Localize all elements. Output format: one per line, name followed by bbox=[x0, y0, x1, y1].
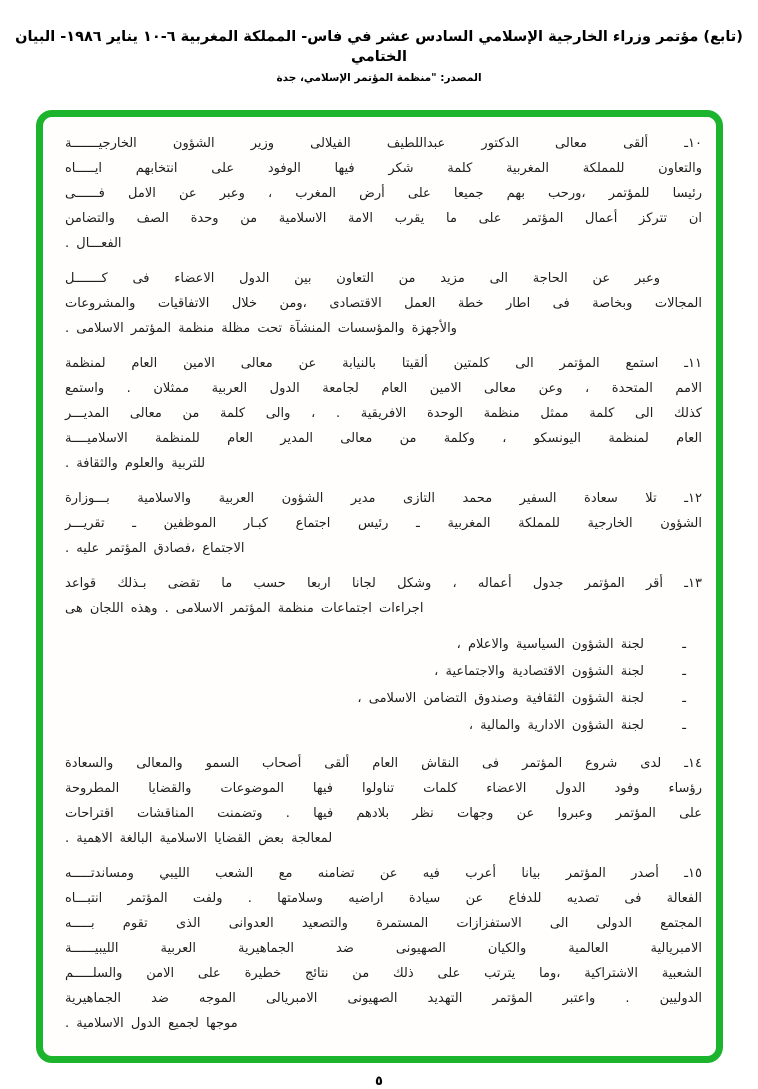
text-line: الامم المتحدة ، وعن معالى الامين العام لجامعة الدول العربية ممثلان . واستمع bbox=[65, 381, 702, 396]
text-line: العام لمنظمة اليونسكو ، وكلمة من معالى المدير العام للمنظمة الاسلاميــــة bbox=[65, 431, 702, 446]
list-item-label: لجنة الشؤون الاقتصادية والاجتماعية ، bbox=[434, 664, 644, 679]
text-line: وعبر عن الحاجة الى مزيد من التعاون بين الدول الاعضاء فى كـــــــل bbox=[65, 271, 660, 286]
text-line: الامبريالية العالمية والكيان الصهيونى ضد الجماهيرية العربية الليبيــــــة bbox=[65, 941, 702, 956]
list-item-label: لجنة الشؤون الثقافية وصندوق التضامن الاسلامى ، bbox=[357, 691, 644, 706]
text-line: الفعالة فى تصديه للدفاع عن سيادة اراضيه وسلامتها . ولفت المؤتمر انتبـــاه bbox=[65, 891, 702, 906]
text-line: الاجتماع ،فصادق المؤتمر عليه . bbox=[65, 541, 245, 556]
document-frame bbox=[36, 110, 723, 1063]
page-header bbox=[0, 0, 758, 84]
paragraph-10 bbox=[65, 131, 702, 256]
list-item bbox=[65, 685, 686, 712]
text-line: ١٤ـ لدى شروع المؤتمر فى النقاش العام ألقى أصحاب السمو والمعالى والسعادة bbox=[65, 756, 702, 771]
paragraph-15 bbox=[65, 861, 702, 1036]
list-item-label: لجنة الشؤون السياسية والاعلام ، bbox=[456, 637, 644, 652]
paragraph-13 bbox=[65, 571, 702, 621]
text-line: ١٠ـ ألقى معالى الدكتور عبداللطيف الفيلالى وزير الشؤون الخارجيـــــــة bbox=[65, 136, 702, 151]
document-body bbox=[65, 131, 702, 1036]
text-line: موجها لجميع الدول الاسلامية . bbox=[65, 1016, 238, 1031]
text-line: ١٥ـ أصدر المؤتمر بيانا أعرب فيه عن تضامنه مع الشعب الليبي ومساندتـــــه bbox=[65, 866, 702, 881]
text-line: الفعـــال . bbox=[65, 236, 122, 251]
text-line: ١١ـ استمع المؤتمر الى كلمتين ألقيتا بالنيابة عن معالى الامين العام لمنظمة bbox=[65, 356, 702, 371]
text-line: الشؤون الخارجية للمملكة المغربية ـ رئيس اجتماع كبـار الموظفين ـ تقريـــر bbox=[65, 516, 702, 531]
document-title: (تابع) مؤتمر وزراء الخارجية الإسلامي السادس عشر في فاس- المملكة المغربية ٦-١٠ يناير ١٩٨٦- البيان الختامي bbox=[15, 29, 743, 65]
text-line: كذلك الى كلمة ممثل منظمة الوحدة الافريقية . ، والى كلمة من معالى المديـــر bbox=[65, 406, 702, 421]
committee-list bbox=[65, 631, 702, 739]
dash-bullet-icon: ـ bbox=[682, 664, 686, 679]
text-line: ١٢ـ تلا سعادة السفير محمد التازى مدير الشؤون العربية والاسلامية بـــوزارة bbox=[65, 491, 702, 506]
dash-bullet-icon: ـ bbox=[682, 691, 686, 706]
text-line: والتعاون للمملكة المغربية كلمة شكر فيها الوفود على انتخابهم ايـــــاه bbox=[65, 161, 702, 176]
text-line: لمعالجة بعض القضايا الاسلامية البالغة الاهمية . bbox=[65, 831, 333, 846]
paragraph-11 bbox=[65, 351, 702, 476]
paragraph-10-continuation bbox=[65, 266, 702, 341]
text-line: على المؤتمر وعبروا عن وجهات نظر بلادهم فيها . وتضمنت المناقشات اقتراحات bbox=[65, 806, 702, 821]
text-line: ١٣ـ أقر المؤتمر جدول أعماله ، وشكل لجانا اربعا حسب ما تقضى بـذلك قواعد bbox=[65, 576, 702, 591]
paragraph-12 bbox=[65, 486, 702, 561]
list-item bbox=[65, 712, 686, 739]
list-item bbox=[65, 658, 686, 685]
dash-bullet-icon: ـ bbox=[682, 718, 686, 733]
source-line: المصدر: "منظمة المؤتمر الإسلامي، جدة bbox=[276, 72, 482, 84]
page-number: ٥ bbox=[375, 1074, 383, 1089]
text-line: رؤساء وفود الدول الاعضاء كلمات تناولوا فيها الموضوعات والقضايا المطروحة bbox=[65, 781, 702, 796]
text-line: والأجهزة والمؤسسات المنشآة تحت مظلة منظمة المؤتمر الاسلامى . bbox=[65, 321, 457, 336]
text-line: المجالات وبخاصة فى اطار خطة العمل الاقتصادى ،ومن خلال الاتفاقيات والمشروعات bbox=[65, 296, 702, 311]
text-line: رئيسا للمؤتمر ،ورحب بهم جميعا على أرض المغرب ، وعبر عن الامل فــــــى bbox=[65, 186, 702, 201]
list-item bbox=[65, 631, 686, 658]
dash-bullet-icon: ـ bbox=[682, 637, 686, 652]
text-line: الدوليين . واعتبر المؤتمر التهديد الصهيونى الامبريالى الموجه ضد الجماهيرية bbox=[65, 991, 702, 1006]
text-line: اجراءات اجتماعات منظمة المؤتمر الاسلامى . وهذه اللجان هى bbox=[65, 601, 424, 616]
list-item-label: لجنة الشؤون الادارية والمالية ، bbox=[468, 718, 644, 733]
text-line: للتربية والعلوم والثقافة . bbox=[65, 456, 206, 471]
paragraph-14 bbox=[65, 751, 702, 851]
text-line: الشعبية الاشتراكية ،وما يترتب على ذلك من نتائج خطيرة على الامن والسلـــــم bbox=[65, 966, 702, 981]
text-line: ان تتركز أعمال المؤتمر على ما يقرب الامة الاسلامية من وحدة الصف والتضامن bbox=[65, 211, 702, 226]
text-line: المجتمع الدولى الى الاستفزازات المستمرة والتصعيد العدوانى الذى تقوم بـــــه bbox=[65, 916, 702, 931]
